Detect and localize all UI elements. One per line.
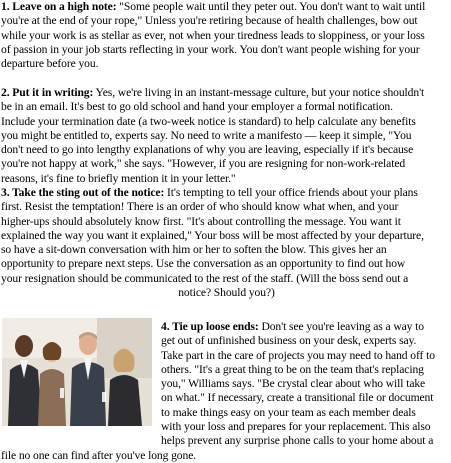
- tip-line: while your work is as stellar as ever, not when your tiredness leads to sloppiness, or your loss: [1, 28, 425, 42]
- tip-line: don't need to go into lengthy explanations of why you are leaving, especially if it's because: [1, 143, 414, 157]
- tip-line: you might be entitled to, experts say. No need to write a manifesto — keep it simple, "You: [1, 128, 412, 142]
- tip-line: reasons, it's fine to briefly mention it in your letter.": [1, 171, 236, 185]
- tip-line: opportunity to prepare next steps. Use the conversation as an opportunity to find out how: [1, 257, 406, 271]
- tip-line: 1. Leave on a high note: "Some people wait until they peter out. You don't want to wait until: [1, 0, 426, 13]
- tip-line: Take part in the care of projects you may need to hand off to: [161, 348, 435, 362]
- tip-line: your resignation should be communicated to the rest of the staff. (Will the boss send out a: [1, 271, 409, 285]
- tip-heading: 1. Leave on a high note:: [1, 0, 117, 13]
- tip-line: of passion in your job starts reflecting in your work. You don't want people wishing for your: [1, 42, 420, 56]
- tip-line: you," Williams says. "Be crystal clear about who will take: [161, 377, 426, 391]
- tip-heading: 4. Tie up loose ends:: [161, 320, 259, 333]
- tip-line: be in an email. It's best to go old school and hand your employer a formal notification.: [1, 100, 393, 114]
- tip-line: notice? Should you?): [178, 286, 275, 300]
- tip-line: on what." If necessary, create a transitional file or document: [161, 391, 434, 405]
- tip-line: 4. Tie up loose ends: Don't see you're leaving as a way to: [161, 320, 424, 333]
- tip-2: [1, 86, 451, 186]
- tip-line: file no one can find after you've long gone.: [1, 448, 197, 462]
- tip-line: first. Resist the temptation! There is an order of who should know what when, and your: [1, 200, 399, 214]
- tip-line: departure before you.: [1, 57, 99, 71]
- tip-line: you're at the end of your rope," Unless you're retiring because of health challenges, bow out: [1, 14, 418, 28]
- tip-line: get out of unfinished business on your desk, experts say.: [161, 334, 417, 348]
- tip-line: Include your termination date (a two-week notice is standard) to help calculate any benefits: [1, 114, 416, 128]
- tip-3: [1, 186, 451, 300]
- tip-line: explained the way you want it explained," Your boss will be most affected by your departure,: [1, 228, 424, 242]
- tip-line: so have a sit-down conversation with him or her to soften the blow. This gives her an: [1, 243, 387, 257]
- tip-line: others. "It's a great thing to be on the team that's replacing: [161, 362, 424, 376]
- tip-heading: 2. Put it in writing:: [1, 86, 94, 99]
- tip-heading: 3. Take the sting out of the notice:: [1, 186, 165, 199]
- tip-line: 3. Take the sting out of the notice: It's tempting to tell your office friends about your plans: [1, 186, 418, 199]
- tip-line: higher-ups should absolutely know first. "It's about controlling the message. You want it: [1, 214, 401, 228]
- tip-line: 2. Put it in writing: Yes, we're living in an instant-message culture, but your notice shouldn't: [1, 86, 425, 99]
- tip-line: you're not happy at work," she says. "However, if you are resigning for non-work-related: [1, 157, 406, 171]
- tip-1: [1, 0, 451, 71]
- tip-line: with your loss and prepares for your replacement. This also: [161, 420, 431, 434]
- tip-line: helps prevent any surprise phone calls to your home about a: [161, 434, 434, 448]
- tip-line: to make things easy on your team as each member deals: [161, 405, 416, 419]
- tip-4: [1, 320, 451, 463]
